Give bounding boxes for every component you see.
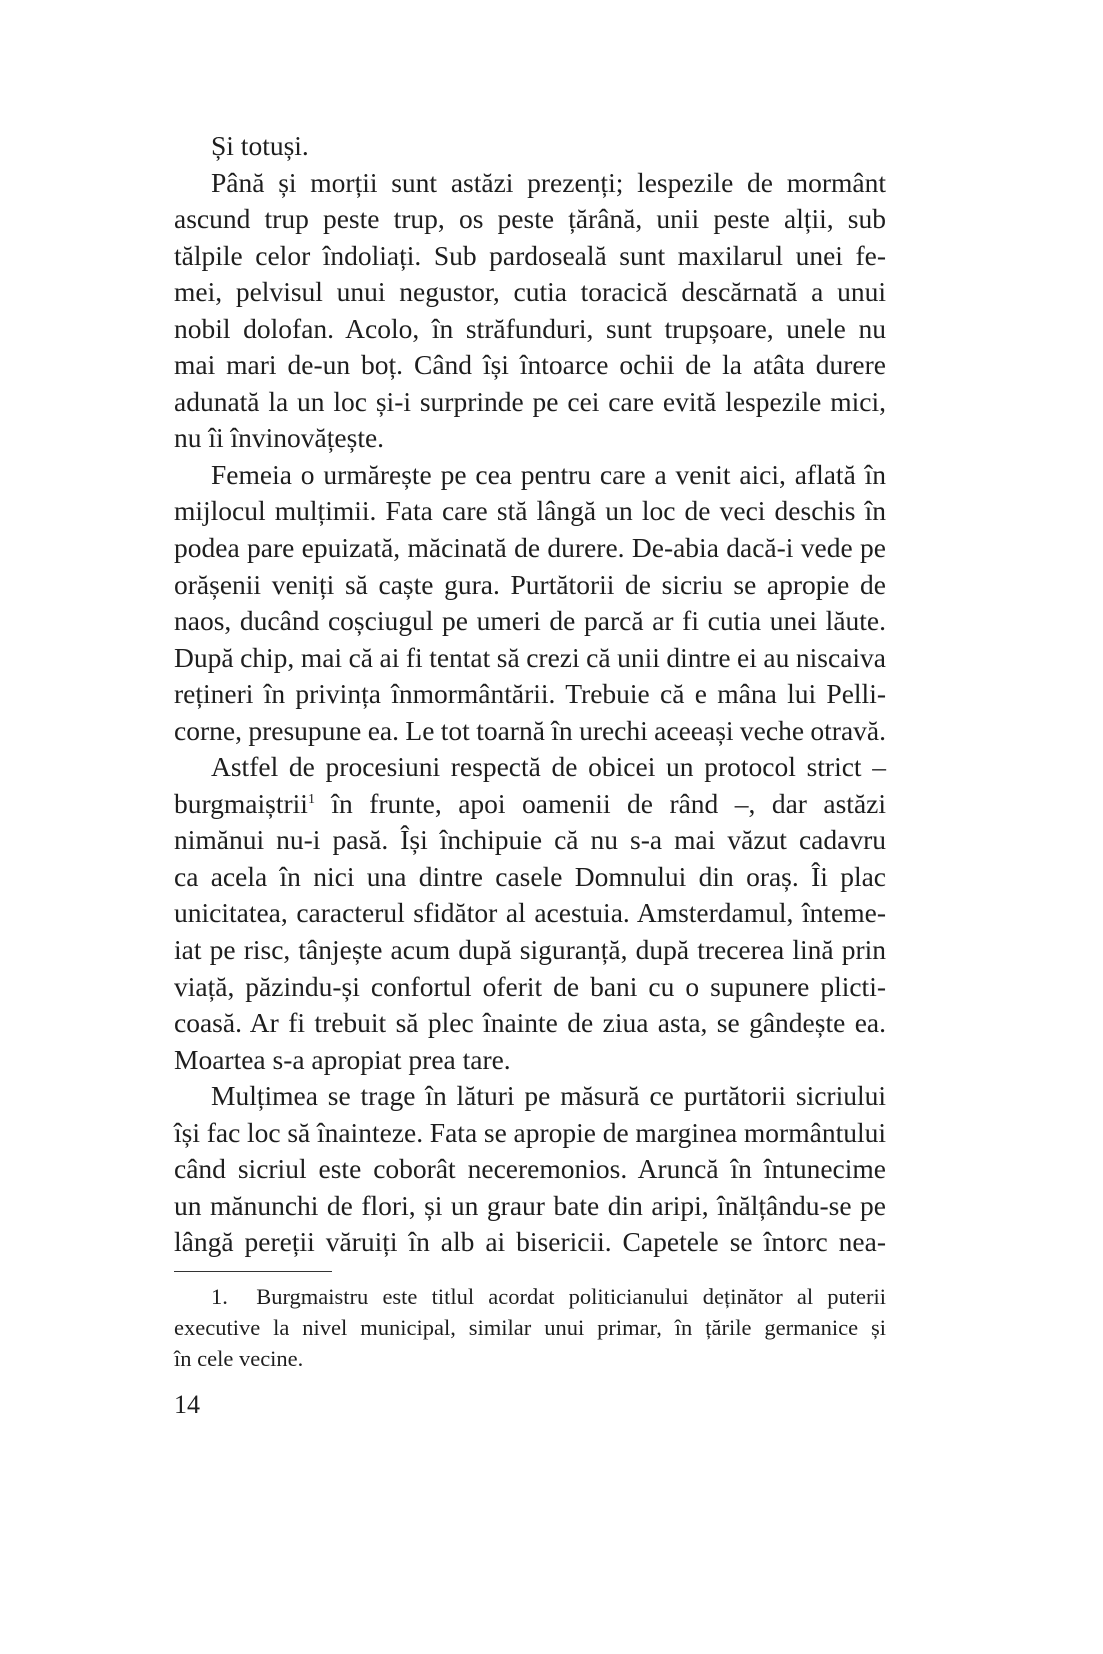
text-line: iat pe risc, tânjește acum după siguranță, după trecerea lină prin <box>174 934 886 966</box>
text-line: mijlocul mulțimii. Fata care stă lângă un loc de veci deschis în <box>174 495 886 527</box>
footnote-line: executive la nivel municipal, similar unui primar, în țările germanice și <box>174 1315 886 1340</box>
footnote-reference[interactable]: 1 <box>307 791 315 807</box>
text-line: își fac loc să înainteze. Fata se apropie de marginea mormântului <box>174 1116 886 1148</box>
paragraph <box>174 1078 886 1261</box>
page-number: 14 <box>174 1390 200 1419</box>
text-line: adunată la un loc și-i surprinde pe cei care evită lespezile mici, <box>174 385 886 417</box>
footnote-text: Burgmaistru este titlul acordat politicianului deținător al puterii <box>256 1284 887 1309</box>
text-line: lângă pereții văruiți în alb ai bisericii. Capetele se întorc nea- <box>174 1226 886 1258</box>
paragraph <box>174 749 886 1078</box>
text-line: orășenii veniți să caște gura. Purtătorii de sicriu se apropie de <box>174 568 886 600</box>
text-line: Moartea s-a apropiat prea tare. <box>174 1043 511 1075</box>
footnote-number: 1. <box>211 1284 228 1309</box>
text-line: După chip, mai că ai fi tentat să crezi că unii dintre ei au niscaiva <box>174 641 886 673</box>
text-line: Mulțimea se trage în lături pe măsură ce purtătorii sicriului <box>211 1080 886 1112</box>
paragraph <box>174 165 886 457</box>
paragraph <box>174 128 886 165</box>
text-line: unicitatea, caracterul sfidător al acestuia. Amsterdamul, înteme- <box>174 897 886 929</box>
text-line: Femeia o urmărește pe cea pentru care a venit aici, aflată în <box>211 458 886 490</box>
text-line: tălpile celor îndoliați. Sub pardoseală sunt maxilarul unei fe- <box>174 239 886 271</box>
text-line: nobil dolofan. Acolo, în străfunduri, sunt trupșoare, unele nu <box>174 312 886 344</box>
paragraph <box>174 457 886 749</box>
text-line: nu îi învinovățește. <box>174 422 385 454</box>
text-line: rețineri în privința înmormântării. Trebuie că e mâna lui Pelli- <box>174 678 886 710</box>
text-line: ascund trup peste trup, os peste țărână, unii peste alții, sub <box>174 203 886 235</box>
text-line: podea pare epuizată, măcinată de durere. De-abia dacă-i vede pe <box>174 532 886 564</box>
footnotes <box>174 1281 886 1374</box>
text-line: viață, păzindu-și confortul oferit de bani cu o supunere plicti- <box>174 970 886 1002</box>
footnote-separator <box>174 1271 332 1272</box>
text-line: mai mari de-un boț. Când își întoarce ochii de la atâta durere <box>174 349 886 381</box>
text-line: coasă. Ar fi trebuit să plec înainte de ziua asta, se gândește ea. <box>174 1007 886 1039</box>
footnote-line: în cele vecine. <box>174 1346 304 1371</box>
page-body <box>174 128 886 1261</box>
text-line: nimănui nu-i pasă. Își închipuie că nu s-a mai văzut cadavru <box>174 824 886 856</box>
text-line-with-footnote-ref <box>174 786 886 823</box>
text-line: Astfel de procesiuni respectă de obicei un protocol strict – <box>211 751 886 783</box>
text-line: când sicriul este coborât neceremonios. Aruncă în întunecime <box>174 1153 886 1185</box>
text-line: mei, pelvisul unui negustor, cutia toracică descărnată a unui <box>174 276 886 308</box>
text-fragment: în frunte, apoi oamenii de rând –, dar astăzi <box>314 787 886 819</box>
text-fragment: burgmaiștrii <box>174 787 308 819</box>
text-line: ca acela în nici una dintre casele Domnului din oraș. Îi plac <box>174 860 886 892</box>
text-line: naos, ducând coșciugul pe umeri de parcă ar fi cutia unei lăute. <box>174 605 886 637</box>
text-line: Până și morții sunt astăzi prezenți; lespezile de mormânt <box>211 166 886 198</box>
text-line: corne, presupune ea. Le tot toarnă în urechi aceeași veche otravă. <box>174 714 886 746</box>
text-line: Și totuși. <box>211 130 309 161</box>
footnote-line <box>174 1281 886 1312</box>
text-line: un mănunchi de flori, și un graur bate din aripi, înălțându-se pe <box>174 1189 886 1221</box>
